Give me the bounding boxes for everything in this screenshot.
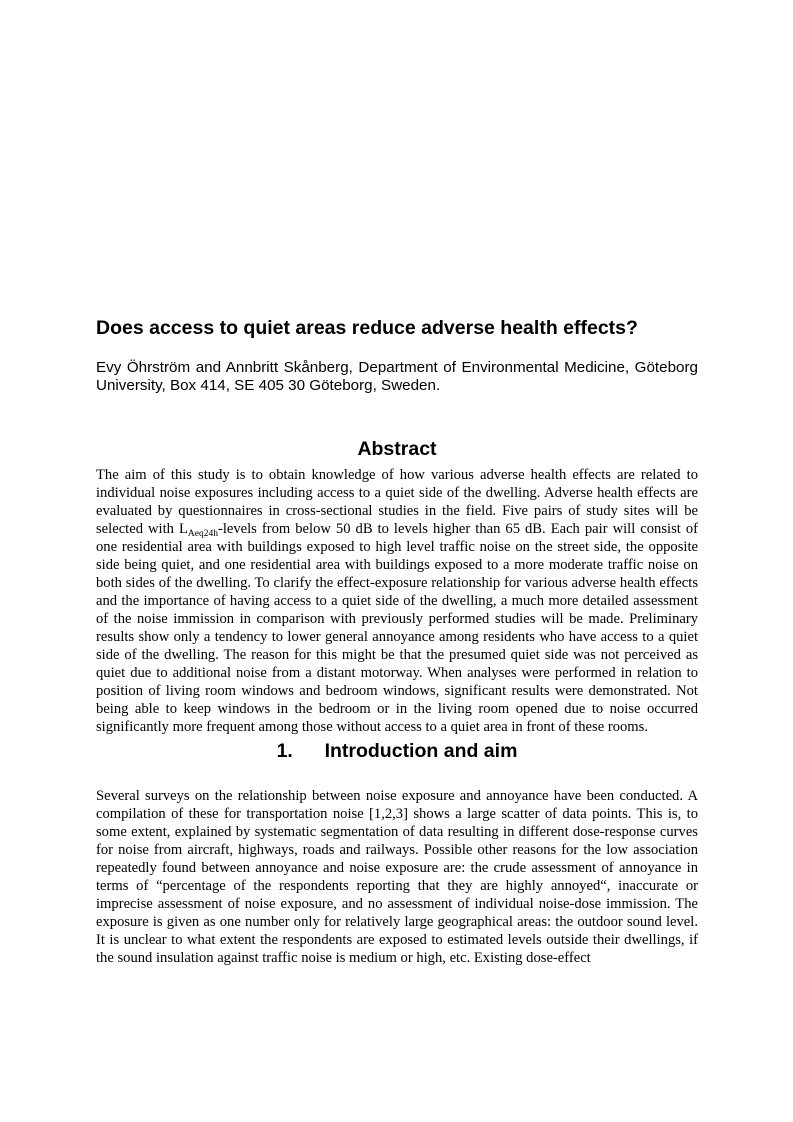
paper-title: Does access to quiet areas reduce adverse health effects? (96, 317, 638, 339)
abstract-text (96, 466, 698, 736)
paper-page (96, 316, 698, 967)
laeq-subscript: Aeq24h (187, 529, 218, 539)
abstract-text-part-1: The aim of this study is to obtain knowledge of how various adverse health effects are related to individual noise exposures including access to a quiet side of the dwelling. Adverse health effects are evaluated by questionnaires in cross-sectional studies in the field. Five pairs of study sites will be selected with L (96, 467, 698, 537)
section-title: Introduction and aim (324, 740, 518, 762)
section-number: 1. (276, 740, 293, 762)
author-affiliation: Evy Öhrström and Annbritt Skånberg, Department of Environmental Medicine, Göteborg University, Box 414, SE 405 30 Göteborg, Sweden. (96, 359, 698, 394)
abstract-text-part-2: -levels from below 50 dB to levels higher than 65 dB. Each pair will consist of one residential area with buildings exposed to high level traffic noise on the street side, the opposite side being quiet, and one residential area with buildings exposed to a more moderate traffic noise on both sides of the dwelling. To clarify the effect-exposure relationship for various adverse health effects and the importance of having access to a quiet side of the dwelling, a much more detailed assessment of the noise immission in comparison with previously performed studies will be made. Preliminary results show only a tendency to lower general annoyance among residents who have access to a quiet side of the dwelling. The reason for this might be that the presumed quiet side was not perceived as quiet due to additional noise from a distant motorway. When analyses were performed in relation to position of living room windows and bedroom windows, significant results were demonstrated. Not being able to keep windows in the bedroom or in the living room opened due to noise occurred significantly more frequent among those without access to a quiet area in front of these rooms. (96, 521, 698, 735)
introduction-text: Several surveys on the relationship between noise exposure and annoyance have been conducted. A compilation of these for transportation noise [1,2,3] shows a large scatter of data points. This is, to some extent, explained by systematic segmentation of data resulting in different dose-response curves for noise from aircraft, highways, roads and railways. Possible other reasons for the low association repeatedly found between annoyance and noise exposure are: the crude assessment of annoyance in terms of “percentage of the respondents reporting that they are highly annoyed“, inaccurate or imprecise assessment of noise exposure, and no assessment of individual noise-dose immission. The exposure is given as one number only for relatively large geographical areas: the outdoor sound level. It is unclear to what extent the respondents are exposed to estimated levels outside their dwellings, if the sound insulation against traffic noise is medium or high, etc. Existing dose-effect (96, 788, 698, 966)
abstract-heading: Abstract (357, 438, 437, 460)
section-heading-introduction (96, 739, 698, 763)
